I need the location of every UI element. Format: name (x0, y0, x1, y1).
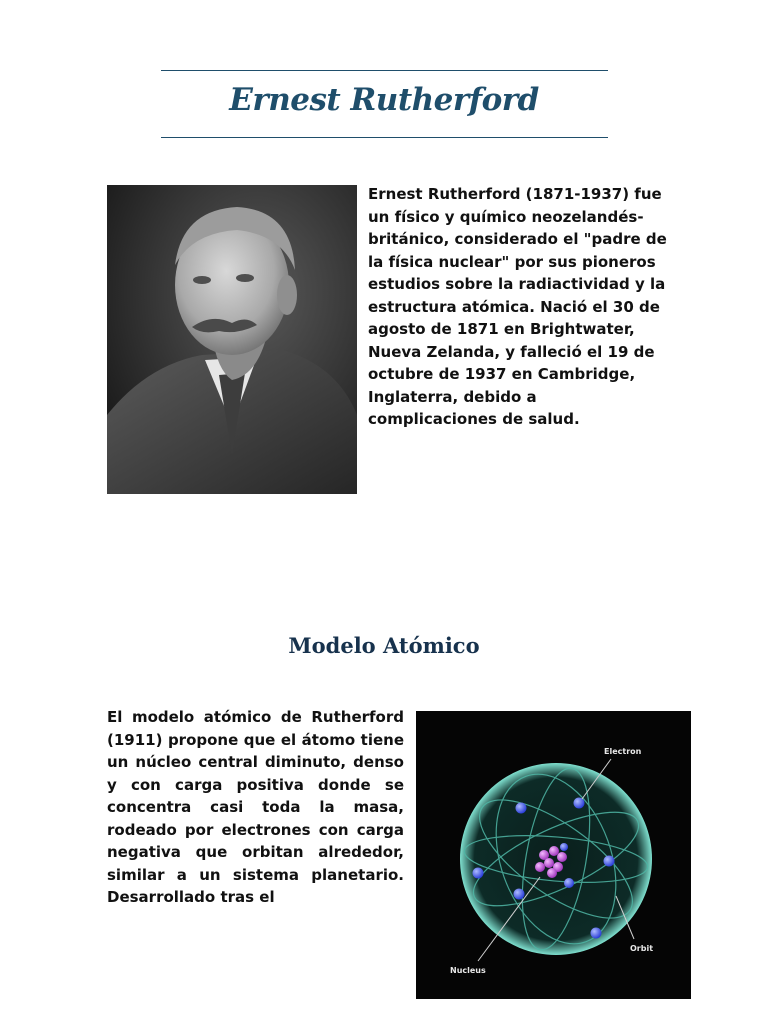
title-bottom-rule (161, 137, 608, 138)
nucleus-label: Nucleus (450, 966, 486, 975)
section-title-atomic-model: Modelo Atómico (288, 633, 480, 658)
atomic-model-diagram (416, 711, 691, 999)
title-top-rule (161, 70, 608, 71)
atomic-model-text: El modelo atómico de Rutherford (1911) propone que el átomo tiene un núcleo central diminuto, denso y con carga positiva donde se concentra casi toda la masa, rodeado por electrones con carga negativa que orbitan alrededor, similar a un sistema planetario. Desarrollado tras el (107, 708, 404, 906)
orbit-label: Orbit (630, 944, 654, 953)
rutherford-portrait (107, 185, 357, 494)
page-title: Ernest Rutherford (229, 82, 539, 118)
biography-text: Ernest Rutherford (1871-1937) fue un físico y químico neozelandés-británico, considerado el "padre de la física nuclear" por sus pioneros estudios sobre la radiactividad y la estructura atómica. Nació el 30 de agosto de 1871 en Brightwater, Nueva Zelanda, y falleció el 19 de octubre de 1937 en Cambridge, Inglaterra, debido a complicaciones de salud. (368, 185, 667, 428)
electron-label: Electron (604, 747, 642, 756)
